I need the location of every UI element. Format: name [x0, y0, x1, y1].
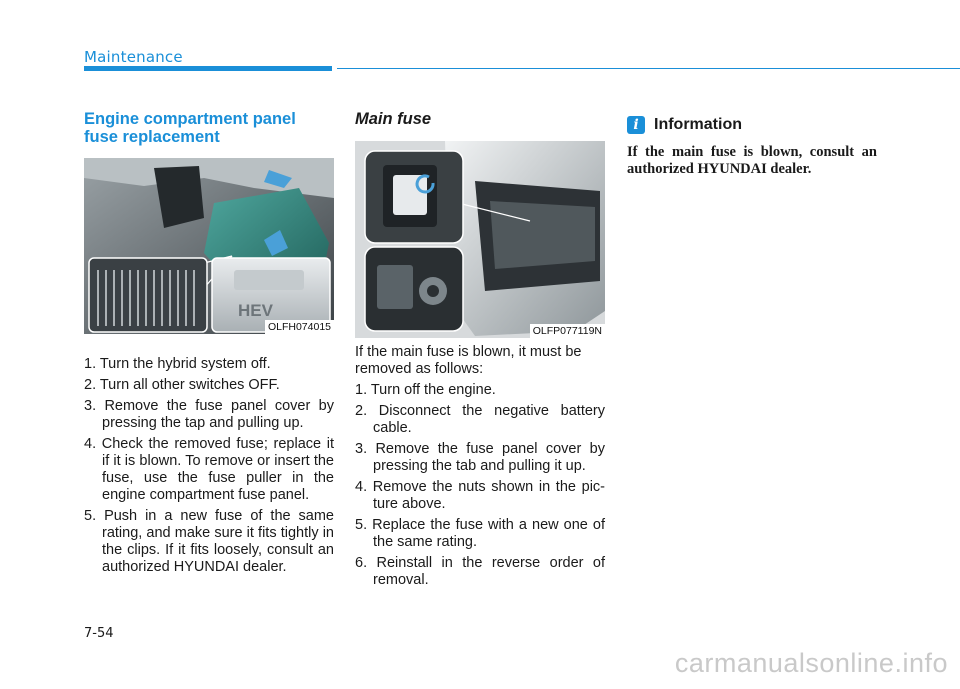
list-item: 1. Turn the hybrid system off.: [84, 356, 271, 372]
section-label: Maintenance: [84, 48, 183, 66]
main-fuse-figure: [355, 141, 605, 338]
list-item: 1. Turn off the engine.: [355, 382, 496, 398]
page-number: 7-54: [84, 626, 114, 641]
header-rule-thick: [84, 66, 332, 71]
column-engine-compartment: [84, 108, 334, 580]
list-item: 3. Remove the fuse panel cover by pressing the tab and pulling it up.: [355, 441, 605, 474]
list-item: 5. Push in a new fuse of the same rating, and make sure it fits tightly in the clips. If it fits loosely, consult an authorized HYUNDAI dealer.: [84, 508, 334, 575]
list-item: 4. Check the removed fuse; replace it if it is blown. To remove or insert the fuse, use the fuse puller in the engine compartment fuse panel.: [84, 436, 334, 503]
header-rule-thin: [337, 68, 960, 69]
list-item: 2. Disconnect the negative battery cable.: [355, 403, 605, 436]
list-item: 3. Remove the fuse panel cover by pressing the tap and pulling up.: [84, 398, 334, 431]
engine-compartment-heading: Engine compartment panel fuse replacement: [84, 110, 296, 146]
information-text: If the main fuse is blown, consult an authorized HYUNDAI dealer.: [627, 144, 877, 177]
list-item: 5. Replace the fuse with a new one of the same rating.: [355, 517, 605, 550]
list-item: 2. Turn all other switches OFF.: [84, 377, 280, 393]
main-fuse-heading: Main fuse: [355, 110, 432, 128]
information-header: [627, 116, 877, 134]
watermark: carmanualsonline.info: [674, 648, 948, 678]
figure-code: OLFH074015: [265, 320, 334, 334]
main-fuse-intro: If the main fuse is blown, it must be removed as follows:: [355, 344, 582, 377]
column-information: [627, 108, 877, 178]
list-item: 4. Remove the nuts shown in the pic- ture above.: [355, 479, 605, 512]
info-icon: i: [627, 116, 645, 134]
information-title: Information: [654, 116, 742, 133]
figure-code: OLFP077119N: [530, 324, 605, 338]
hev-lid-label: HEV: [238, 301, 273, 320]
main-fuse-steps: [355, 382, 605, 589]
trunk-illustration: [355, 141, 605, 338]
engine-compartment-figure: [84, 158, 334, 334]
engine-bay-illustration: [84, 158, 334, 334]
list-item: 6. Reinstall in the reverse order of removal.: [355, 555, 605, 588]
engine-compartment-steps: [84, 356, 334, 576]
column-main-fuse: [355, 108, 605, 593]
